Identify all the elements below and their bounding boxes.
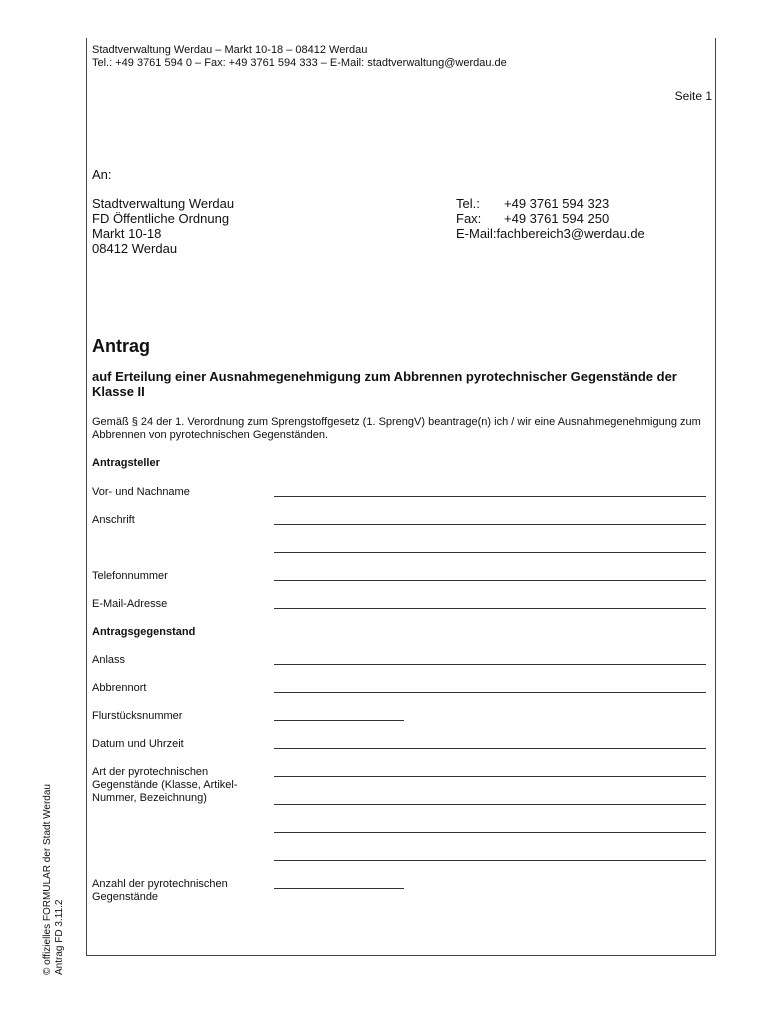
email-label: E-Mail-Adresse	[92, 598, 168, 610]
parcel-label: Flurstücksnummer	[92, 710, 183, 722]
recipient-prefix: An:	[92, 167, 112, 182]
email-value: E-Mail:fachbereich3@werdau.de	[456, 226, 645, 241]
count-field[interactable]	[274, 888, 404, 889]
email-field[interactable]	[274, 608, 706, 609]
form-intro: Gemäß § 24 der 1. Verordnung zum Sprengstoffgesetz (1. SprengV) beantrage(n) ich / wir eine Ausnahmegenehmigung zum Abbrennen von pyrotechnischen Gegenständen.	[92, 416, 701, 441]
datetime-label: Datum und Uhrzeit	[92, 738, 184, 750]
header-address: Stadtverwaltung Werdau – Markt 10-18 – 08412 Werdau	[92, 44, 368, 56]
page-number: Seite 1	[674, 89, 712, 103]
fax-value: +49 3761 594 250	[504, 211, 610, 226]
name-field[interactable]	[274, 496, 706, 497]
fax-label: Fax:	[456, 211, 482, 226]
location-field[interactable]	[274, 692, 706, 693]
sidebar-imprint	[42, 784, 66, 975]
imprint-line: © offizielles FORMULAR der Stadt Werdau	[42, 784, 53, 975]
header-contact: Tel.: +49 3761 594 0 – Fax: +49 3761 594 333 – E-Mail: stadtverwaltung@werdau.de	[92, 57, 507, 69]
form-subtitle: auf Erteilung einer Ausnahmegenehmigung zum Abbrennen pyrotechnischer Gegenstände der Klasse II	[92, 369, 677, 399]
form-title: Antrag	[92, 336, 150, 356]
recipient-address	[92, 196, 234, 256]
phone-label: Telefonnummer	[92, 570, 168, 582]
count-label: Anzahl der pyrotechnischen Gegenstände	[92, 878, 228, 903]
address-field-2[interactable]	[274, 552, 706, 553]
type-field-2[interactable]	[274, 804, 706, 805]
recipient-contact	[456, 196, 645, 241]
type-field[interactable]	[274, 776, 706, 777]
section-subject: Antragsgegenstand	[92, 626, 196, 638]
parcel-field[interactable]	[274, 720, 404, 721]
type-field-4[interactable]	[274, 860, 706, 861]
form-id: Antrag FD 3.11.2	[54, 899, 65, 975]
location-label: Abbrennort	[92, 682, 147, 694]
occasion-label: Anlass	[92, 654, 126, 666]
occasion-field[interactable]	[274, 664, 706, 665]
tel-label: Tel.:	[456, 196, 480, 211]
recipient-line: 08412 Werdau	[92, 241, 178, 256]
type-field-3[interactable]	[274, 832, 706, 833]
recipient-line: Markt 10-18	[92, 226, 162, 241]
address-field[interactable]	[274, 524, 706, 525]
recipient-line: FD Öffentliche Ordnung	[92, 211, 230, 226]
datetime-field[interactable]	[274, 748, 706, 749]
phone-field[interactable]	[274, 580, 706, 581]
recipient-line: Stadtverwaltung Werdau	[92, 196, 235, 211]
section-applicant: Antragsteller	[92, 457, 160, 469]
address-label: Anschrift	[92, 514, 135, 526]
name-label: Vor- und Nachname	[92, 486, 190, 498]
tel-value: +49 3761 594 323	[504, 196, 610, 211]
type-label: Art der pyrotechnischen Gegenstände (Klasse, Artikel-Nummer, Bezeichnung)	[92, 766, 238, 804]
